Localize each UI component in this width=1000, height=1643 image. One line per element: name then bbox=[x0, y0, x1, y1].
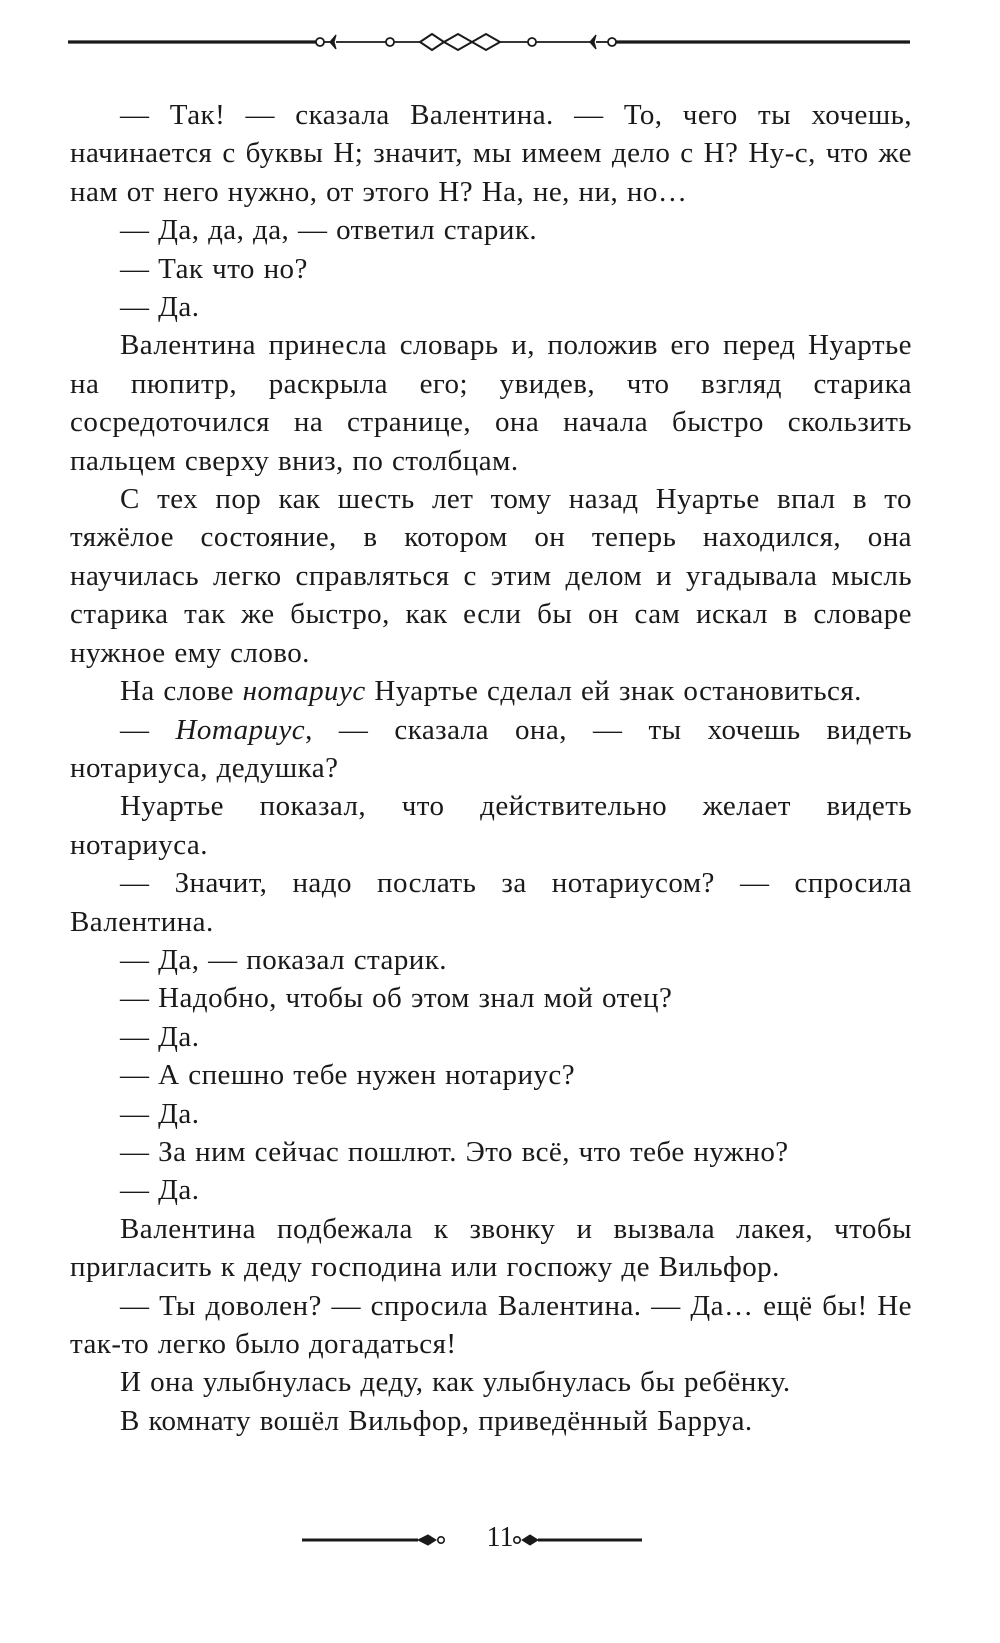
page-number: 11 bbox=[486, 1522, 514, 1553]
header-ornament bbox=[68, 22, 910, 62]
text-run: — bbox=[120, 713, 176, 746]
paragraph: — Ты доволен? — спросила Валентина. — Да… ещё бы! Не так-то легко было догадаться! bbox=[70, 1289, 912, 1360]
text-run: Нуартье сделал ей знак остановиться. bbox=[365, 675, 862, 708]
paragraph: — За ним сейчас пошлют. Это всё, что тебе нужно? bbox=[120, 1135, 789, 1168]
paragraph: — Да, да, да, — ответил старик. bbox=[120, 214, 538, 247]
paragraph: Валентина принесла словарь и, положив его перед Нуартье на пюпитр, раскрыла его; увидев, что взгляд старика сосредоточился на странице, она начала быстро скользить пальцем сверху вниз, по столбцам. bbox=[70, 329, 912, 477]
text-run: На слове bbox=[120, 675, 243, 708]
paragraph: В комнату вошёл Вильфор, приведённый Барруа. bbox=[120, 1404, 753, 1437]
italic-term: нотариус bbox=[242, 675, 366, 708]
paragraph: — Да. bbox=[120, 1097, 200, 1130]
paragraph: — Так! — сказала Валентина. — То, чего ты хочешь, начинается с буквы Н; значит, мы имеем дело с Н? Ну-с, что же нам от него нужно, от этого Н? На, не, ни, но… bbox=[70, 99, 912, 208]
paragraph bbox=[70, 711, 912, 788]
italic-term: Нотариус bbox=[175, 713, 306, 746]
paragraph: — Да. bbox=[120, 291, 200, 324]
paragraph: Валентина подбежала к звонку и вызвала лакея, чтобы пригласить к деду господина или госпожу де Вильфор. bbox=[70, 1212, 912, 1284]
paragraph: И она улыбнулась деду, как улыбнулась бы ребёнку. bbox=[120, 1366, 791, 1399]
text-run: , — сказала она, — ты хочешь видеть нотариуса, дедушка? bbox=[70, 713, 912, 784]
body-text bbox=[70, 96, 912, 1440]
paragraph: — Так что но? bbox=[120, 252, 308, 285]
paragraph: — Да, — показал старик. bbox=[120, 943, 447, 976]
paragraph: — Да. bbox=[120, 1174, 200, 1207]
paragraph: — А спешно тебе нужен нотариус? bbox=[120, 1059, 576, 1092]
paragraph: — Да. bbox=[120, 1020, 200, 1053]
paragraph: Нуартье показал, что действительно желает видеть нотариуса. bbox=[70, 790, 912, 861]
paragraph: — Надобно, чтобы об этом знал мой отец? bbox=[120, 982, 673, 1015]
paragraph: — Значит, надо послать за нотариусом? — спросила Валентина. bbox=[70, 867, 912, 938]
paragraph: С тех пор как шесть лет тому назад Нуартье впал в то тяжёлое состояние, в котором он теперь находился, она научилась легко справляться с этим делом и угадывала мысль старика так же быстро, как если бы он сам искал в словаре нужное ему слово. bbox=[70, 483, 912, 669]
paragraph bbox=[70, 672, 912, 710]
